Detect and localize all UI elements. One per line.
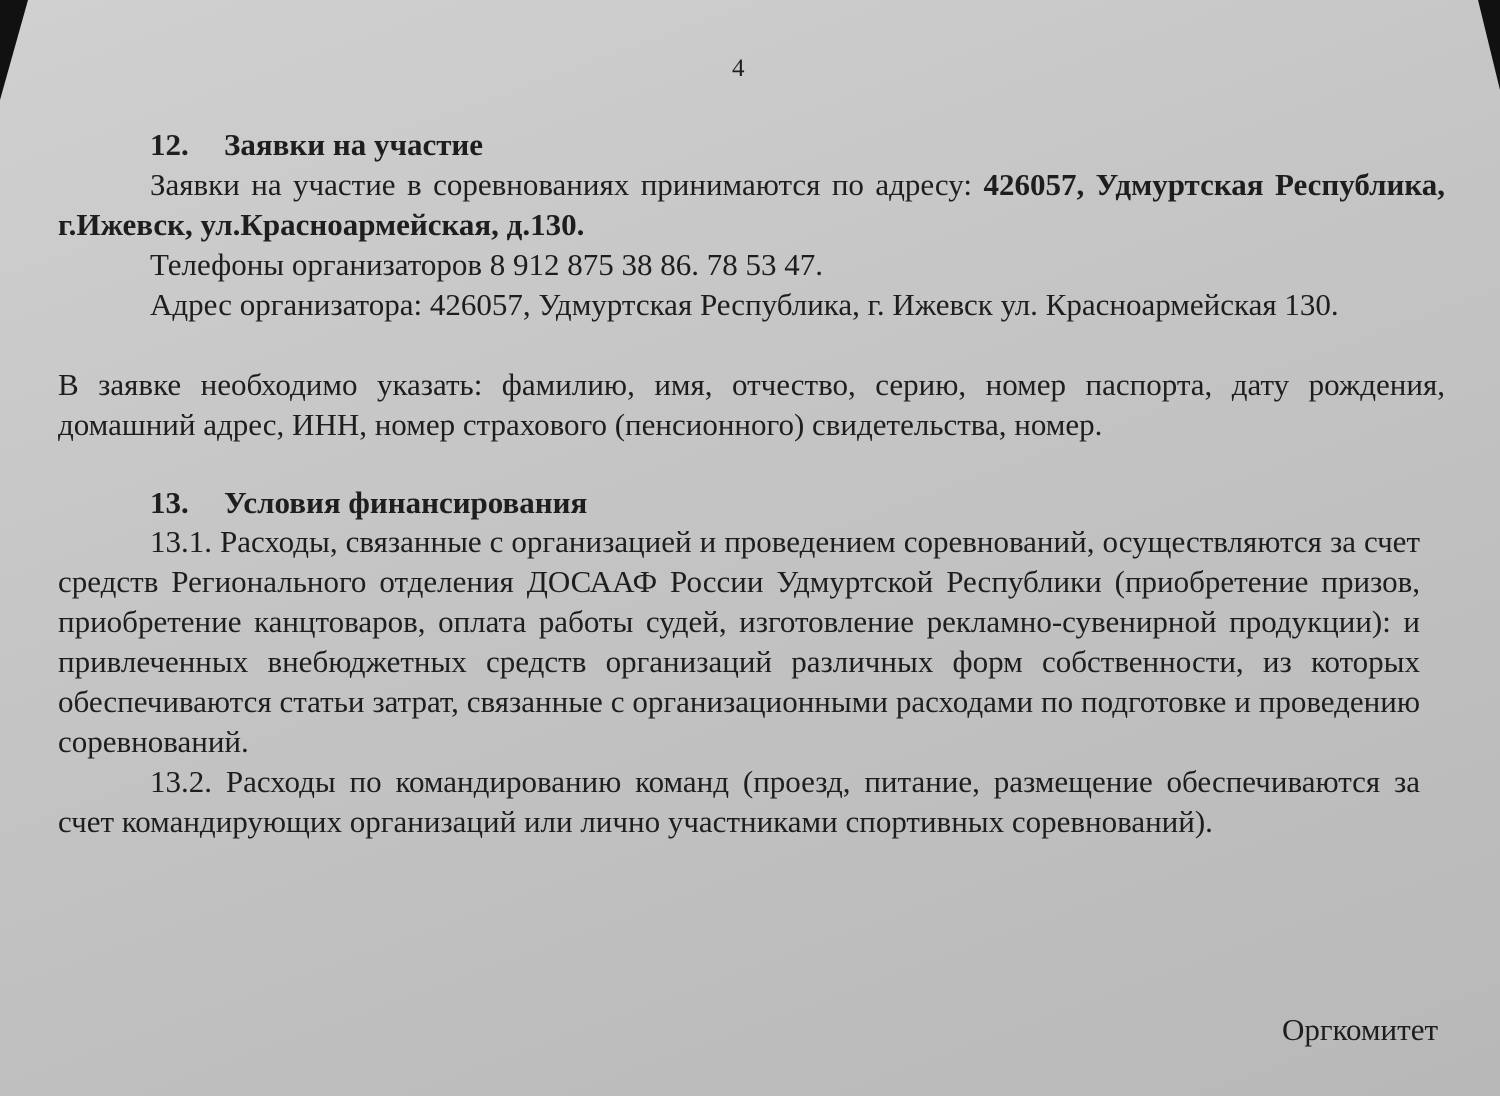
- section-13-1-text: 13.1. Расходы, связанные с организацией и проведением соревнований, осуществляются за счет средств Регионального отделения ДОСААФ России Удмуртской Республики (приобретение призов, приобретение канцтоваров, оплата работы судей, изготовление рекламно-сувенирной продукции): и привлеченных внебюджетных средств организаций различных форм собственности, из которых обеспечиваются статьи затрат, связанные с организационными расходами по подготовке и проведению соревнований.: [58, 524, 1420, 759]
- page-number: 4: [732, 55, 745, 82]
- section-12-paragraph-address: [58, 165, 1445, 245]
- address-intro-text: Заявки на участие в соревнованиях принимаются по адресу:: [150, 167, 984, 202]
- section-13-2-paragraph: [58, 762, 1420, 842]
- section-13-2-text: 13.2. Расходы по командированию команд (проезд, питание, размещение обеспечиваются за счет командирующих организаций или лично участниками спортивных соревнований).: [58, 764, 1420, 839]
- page-corner-shadow: [0, 0, 28, 100]
- signature-orgcommittee: Оргкомитет: [1281, 1012, 1438, 1047]
- section-13-number: 13.: [150, 485, 189, 520]
- section-13-1-paragraph: [58, 522, 1420, 762]
- organizer-address-text: Адрес организатора: 426057, Удмуртская Республика, г. Ижевск ул. Красноармейская 130.: [150, 287, 1339, 322]
- page-corner-shadow-right: [1478, 0, 1500, 90]
- address-bold-text: 426057, Удмуртская Республика, г.Ижевск, ул.Красноармейская, д.130.: [58, 167, 1445, 242]
- section-13-heading: [150, 483, 587, 523]
- section-12-title: Заявки на участие: [224, 127, 484, 162]
- section-12-number: 12.: [150, 127, 189, 162]
- application-requirements-paragraph: В заявке необходимо указать: фамилию, имя, отчество, серию, номер паспорта, дату рождения, домашний адрес, ИНН, номер страхового (пенсионного) свидетельства, номер.: [58, 367, 1445, 442]
- section-12-heading: [150, 125, 483, 165]
- organizer-address-paragraph: [58, 285, 1445, 325]
- section-13-title: Условия финансирования: [224, 485, 588, 520]
- phones-line: Телефоны организаторов 8 912 875 38 86. 78 53 47.: [150, 247, 824, 282]
